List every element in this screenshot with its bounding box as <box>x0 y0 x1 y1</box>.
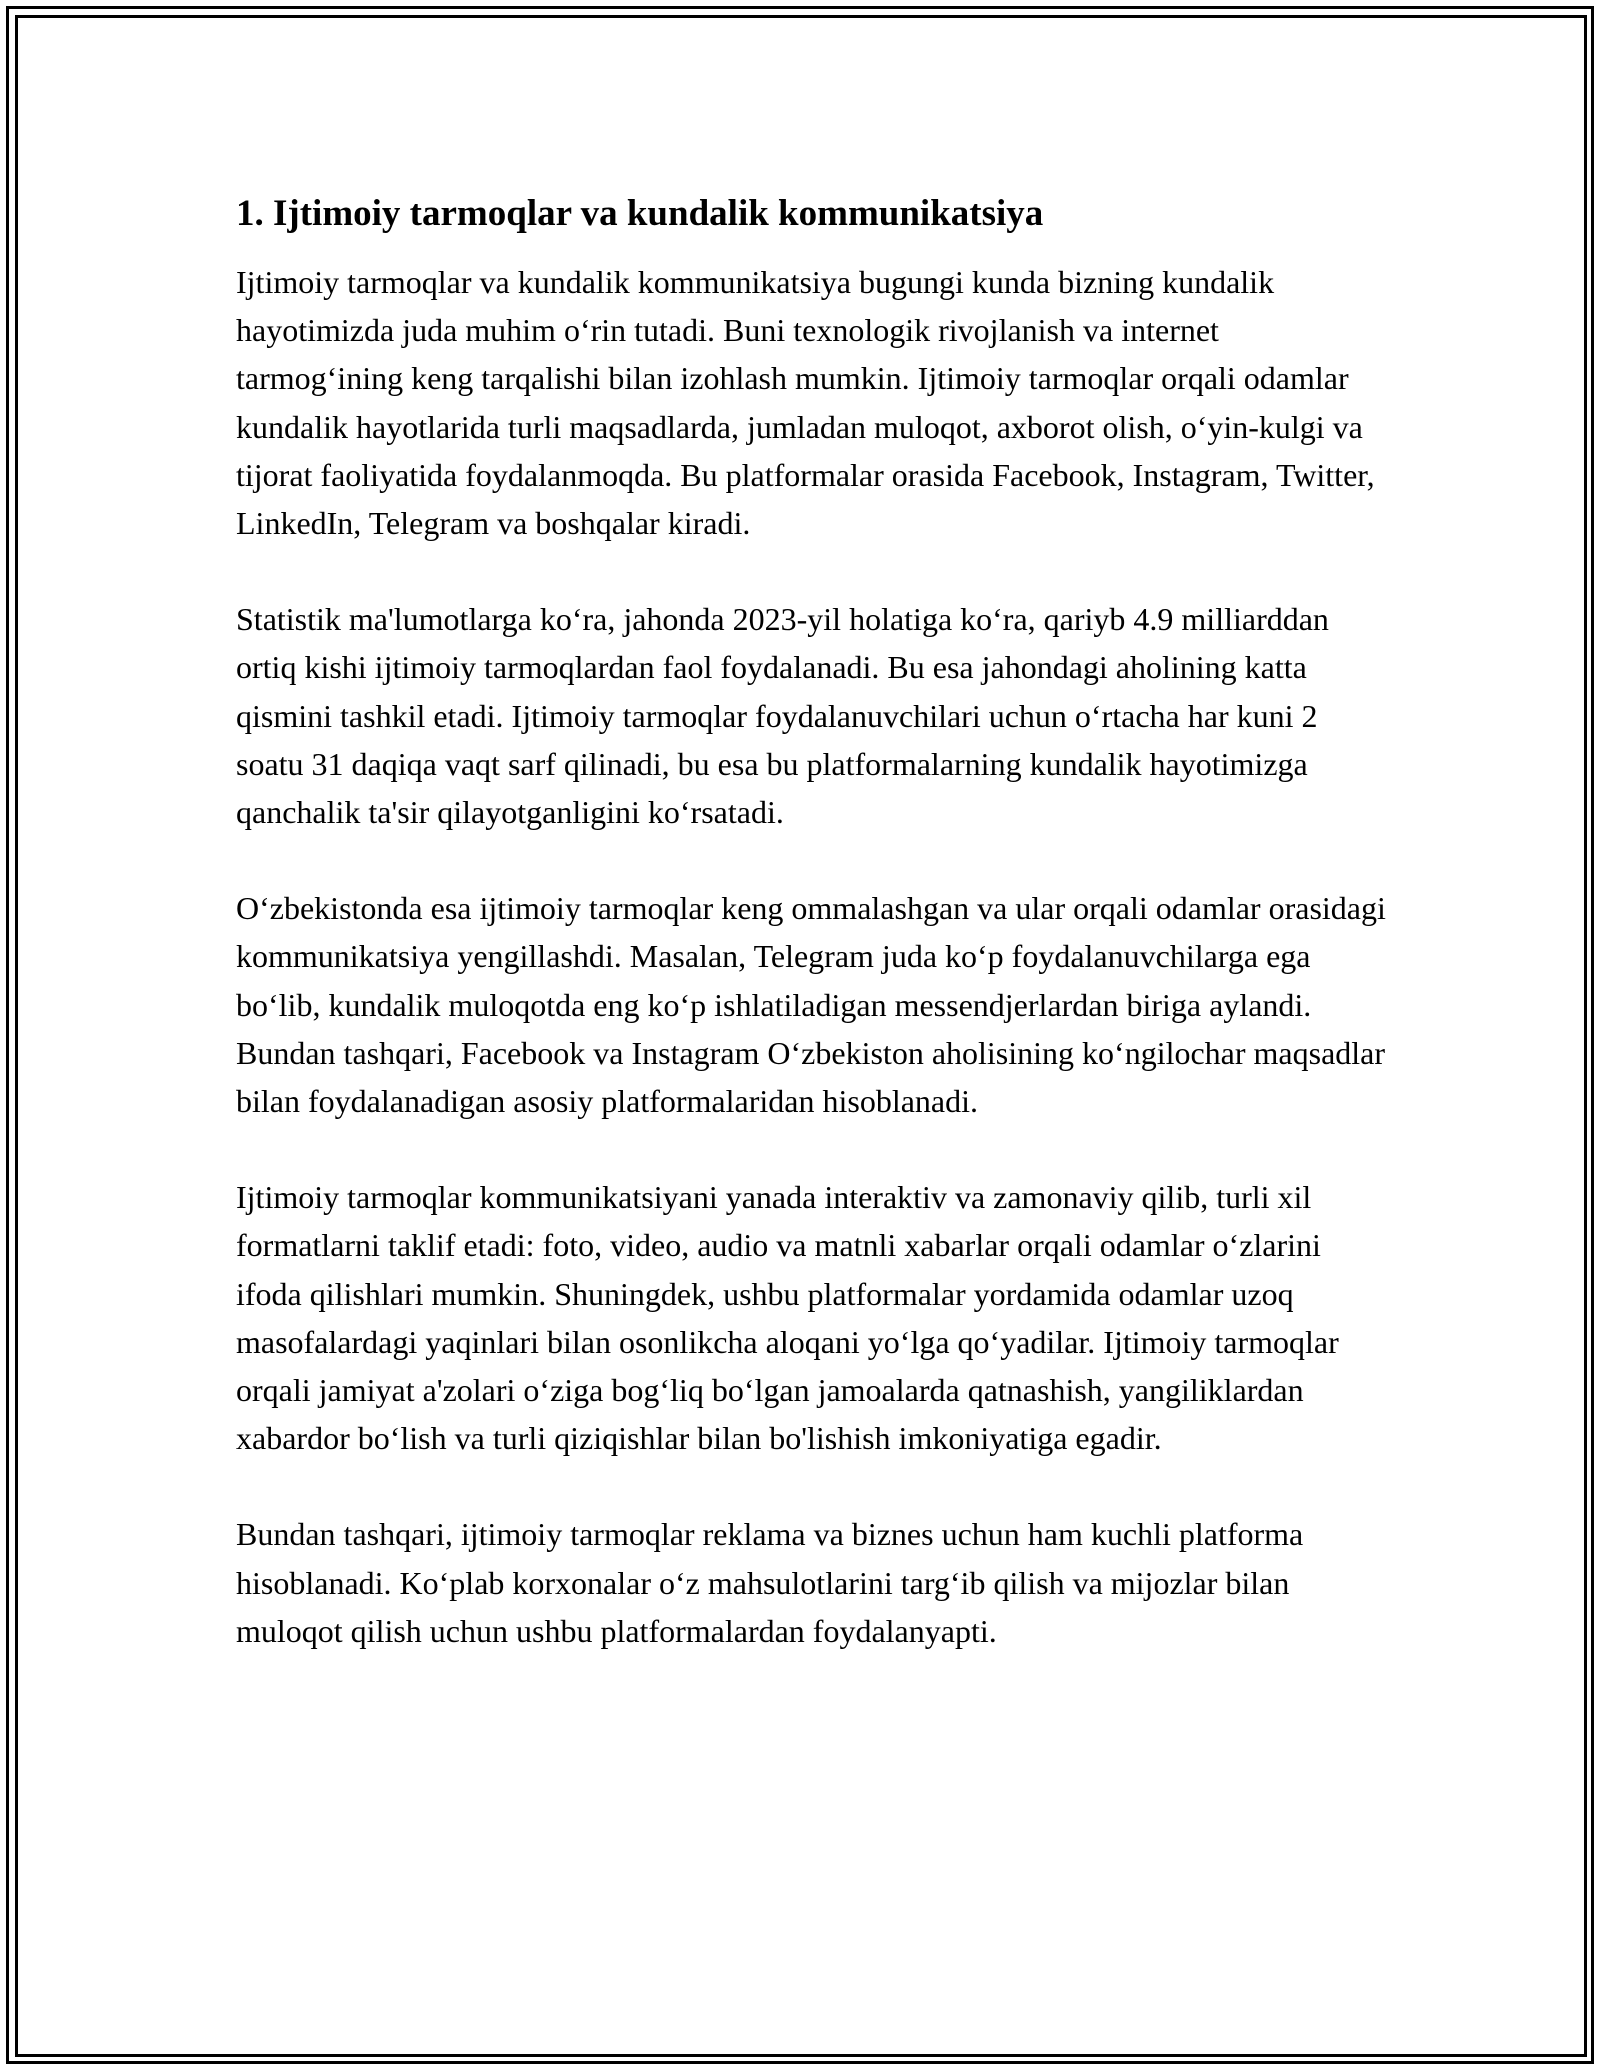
paragraph-formats: Ijtimoiy tarmoqlar kommunikatsiyani yanada interaktiv va zamonaviy qilib, turli xil formatlarni taklif etadi: foto, video, audio va matnli xabarlar orqali odamlar oʻzlarini ifoda qilishlari mumkin. Shuningdek, ushbu platformalar yordamida odamlar uzoq masofalardagi yaqinlari bilan osonlikcha aloqani yoʻlga qoʻyadilar. Ijtimoiy tarmoqlar orqali jamiyat a'zolari oʻziga bogʻliq boʻlgan jamoalarda qatnashish, yangiliklardan xabardor boʻlish va turli qiziqishlar bilan bo'lishish imkoniyatiga egadir. <box>236 1179 1339 1457</box>
paragraph-intro: Ijtimoiy tarmoqlar va kundalik kommunikatsiya bugungi kunda bizning kundalik hayotimizda juda muhim oʻrin tutadi. Buni texnologik rivojlanish va internet tarmogʻining keng tarqalishi bilan izohlash mumkin. Ijtimoiy tarmoqlar orqali odamlar kundalik hayotlarida turli maqsadlarda, jumladan muloqot, axborot olish, oʻyin-kulgi va tijorat faoliyatida foydalanmoqda. Bu platformalar orasida Facebook, Instagram, Twitter, LinkedIn, Telegram va boshqalar kiradi. <box>236 264 1375 542</box>
section-heading: 1. Ijtimoiy tarmoqlar va kundalik kommunikatsiya <box>236 193 1044 234</box>
paragraph-business: Bundan tashqari, ijtimoiy tarmoqlar reklama va biznes uchun ham kuchli platforma hisoblanadi. Koʻplab korxonalar oʻz mahsulotlarini targʻib qilish va mijozlar bilan muloqot qilish uchun ushbu platformalardan foydalanyapti. <box>236 1516 1304 1649</box>
document-body <box>236 188 1386 1703</box>
paragraph-statistics: Statistik ma'lumotlarga koʻra, jahonda 2023-yil holatiga koʻra, qariyb 4.9 milliarddan ortiq kishi ijtimoiy tarmoqlardan faol foydalanadi. Bu esa jahondagi aholining katta qismini tashkil etadi. Ijtimoiy tarmoqlar foydalanuvchilari uchun oʻrtacha har kuni 2 soatu 31 daqiqa vaqt sarf qilinadi, bu esa bu platformalarning kundalik hayotimizga qanchalik ta'sir qilayotganligini koʻrsatadi. <box>236 601 1329 831</box>
paragraph-uzbekistan: Oʻzbekistonda esa ijtimoiy tarmoqlar keng ommalashgan va ular orqali odamlar orasidagi kommunikatsiya yengillashdi. Masalan, Telegram juda koʻp foydalanuvchilarga ega boʻlib, kundalik muloqotda eng koʻp ishlatiladigan messendjerlardan biriga aylandi. Bundan tashqari, Facebook va Instagram Oʻzbekiston aholisining koʻngilochar maqsadlar bilan foydalanadigan asosiy platformalaridan hisoblanadi. <box>236 890 1386 1120</box>
